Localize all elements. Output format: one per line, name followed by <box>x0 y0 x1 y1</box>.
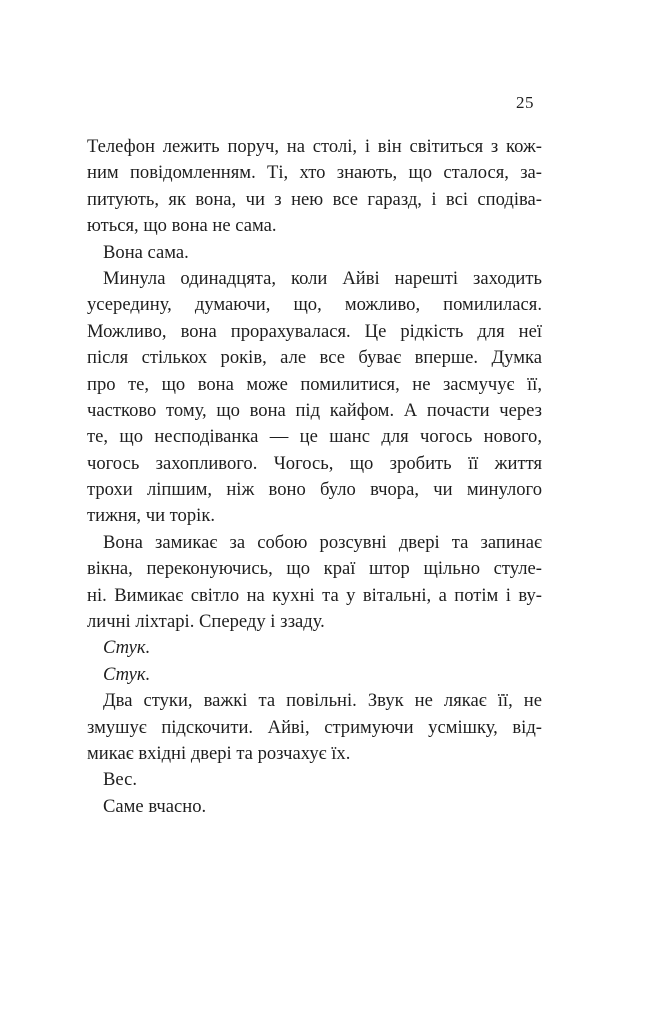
text-line: чогось захопливого. Чогось, що зробить її життя <box>87 452 542 474</box>
text-line: Вона сама. <box>103 241 189 263</box>
text-line: про те, що вона може помилитися, не засмучує її, <box>87 373 542 395</box>
text-line: усередину, думаючи, що, можливо, помилилася. <box>87 294 542 316</box>
text-line: вікна, переконуючись, що краї штор щільно стуле- <box>87 558 542 580</box>
text-line: те, що несподіванка — це шанс для чогось нового, <box>87 426 542 448</box>
text-line: Саме вчасно. <box>103 795 207 817</box>
page-number: 25 <box>516 93 534 112</box>
text-line: після стількох років, але все буває вперше. Думка <box>87 347 542 369</box>
text-line: ються, що вона не сама. <box>87 215 277 237</box>
text-line: трохи ліпшим, ніж воно було вчора, чи минулого <box>87 479 542 501</box>
text-line: Стук. <box>103 637 151 659</box>
text-line: питують, як вона, чи з нею все гаразд, і всі сподіва- <box>87 188 542 210</box>
text-line: личні ліхтарі. Спереду і ззаду. <box>87 611 325 633</box>
text-line: ним повідомленням. Ті, хто знають, що сталося, за- <box>87 162 542 184</box>
text-line: Стук. <box>103 663 151 685</box>
text-line: змушує підскочити. Айві, стримуючи усмішку, від- <box>87 716 542 738</box>
text-line: Вес. <box>103 769 138 791</box>
text-line: частково тому, що вона під кайфом. А почасти через <box>87 399 542 421</box>
text-line: тижня, чи торік. <box>87 505 215 527</box>
text-line: Вона замикає за собою розсувні двері та запинає <box>103 531 542 553</box>
text-line: ні. Вимикає світло на кухні та у вітальні, а потім і ву- <box>87 584 542 606</box>
text-line: Минула одинадцята, коли Айві нарешті заходить <box>103 267 542 289</box>
text-line: Можливо, вона прорахувалася. Це рідкість для неї <box>87 320 542 342</box>
text-line: Телефон лежить поруч, на столі, і він світиться з кож- <box>87 136 542 157</box>
text-line: Два стуки, важкі та повільні. Звук не лякає її, не <box>103 690 542 712</box>
body-text <box>87 134 542 820</box>
text-line: микає вхідні двері та розчахує їх. <box>87 742 351 764</box>
